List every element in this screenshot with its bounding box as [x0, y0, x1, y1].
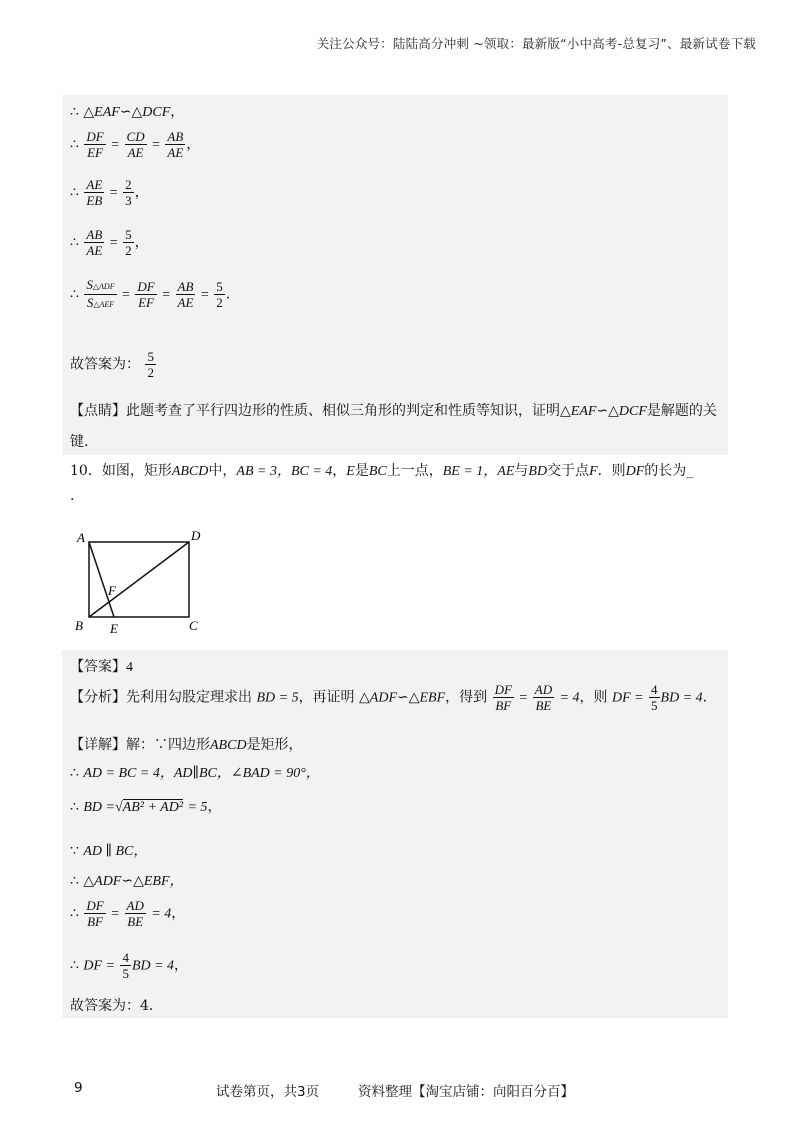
comment-text: 是解题的关 [646, 403, 717, 419]
comma: ， [170, 104, 185, 120]
denominator [84, 295, 116, 312]
fraction [84, 177, 104, 208]
denominator: 2 [125, 243, 132, 258]
because-sign: ∵ [70, 843, 79, 859]
text: 解：∵四边形 [126, 737, 210, 753]
numerator: AB [167, 129, 184, 144]
similar-expr: △EAF∽△DCF [83, 105, 171, 120]
page-count: 试卷第页，共3页 [216, 1084, 320, 1100]
solution-block [62, 650, 728, 1018]
equals: = [519, 690, 528, 706]
numerator: CD [126, 129, 145, 144]
sqrt-sign: √ [114, 800, 123, 815]
math: BE = 1，AE [442, 464, 515, 479]
numerator: AD [534, 682, 553, 697]
math: BD = 4 [131, 958, 175, 974]
comment-text: 此题考查了平行四边形的性质、相似三角形的判定和性质等知识，证明 [126, 403, 560, 419]
prev-line-4 [70, 227, 149, 258]
denominator: BF [87, 914, 103, 929]
denominator: 5 [651, 698, 658, 713]
final-answer: 故答案为：4. [70, 998, 154, 1014]
numerator: AD [126, 898, 144, 913]
math: △ADF∽△EBF [359, 690, 446, 706]
math: DF = [611, 690, 644, 706]
math: BD [528, 464, 548, 479]
fraction [135, 279, 156, 310]
comma: ， [207, 799, 222, 815]
numerator: AB [177, 279, 194, 294]
detail-step-1 [70, 762, 320, 782]
label-d: D [191, 528, 201, 543]
period: . [702, 689, 708, 706]
fraction [649, 682, 660, 713]
math: BD = [83, 800, 115, 815]
comma: ， [174, 957, 189, 974]
fraction [84, 227, 104, 258]
text: 是 [354, 463, 369, 479]
denominator: 5 [122, 966, 129, 981]
answer-label: 【答案】 [70, 659, 126, 675]
comment-line [70, 400, 717, 420]
question-10 [70, 460, 693, 480]
numerator: 5 [125, 227, 132, 242]
denominator: EF [87, 145, 103, 160]
denominator: 2 [216, 295, 223, 310]
denominator: EF [138, 295, 154, 310]
detail-line [70, 734, 303, 754]
analysis-label: 【分析】 [70, 689, 126, 706]
math: = 5 [187, 800, 208, 815]
answer-value: 4 [126, 660, 133, 675]
numerator: DF [494, 682, 512, 697]
equals: = [109, 185, 118, 201]
math: DF [625, 464, 645, 479]
fraction [120, 950, 131, 981]
analysis-line [70, 682, 707, 713]
question-10-cont: . [70, 488, 75, 504]
therefore-sign: ∴ [70, 873, 79, 889]
math: E [346, 464, 355, 479]
period: . [225, 286, 231, 303]
math: BD = 4 [660, 690, 703, 706]
numerator: DF [137, 279, 155, 294]
text: ，得到 [445, 689, 488, 706]
therefore-sign: ∴ [70, 957, 79, 974]
fraction [125, 129, 147, 160]
source-note: 资料整理【淘宝店铺：向阳百分百】 [358, 1084, 574, 1100]
math: AD ∥ BC， [83, 844, 148, 859]
therefore-sign: ∴ [70, 104, 79, 120]
math: AD = BC = 4，AD∥BC，∠BAD = 90°， [83, 766, 320, 781]
text: ，再证明 [298, 689, 355, 706]
segment-bd [89, 542, 189, 617]
fraction [214, 279, 225, 310]
text: ，则 [579, 689, 608, 706]
detail-step-3 [70, 840, 147, 860]
math: BC [368, 464, 387, 479]
numerator [84, 277, 116, 295]
text: 与 [514, 463, 529, 479]
math: △ADF∽△EBF， [83, 874, 184, 889]
label-e: E [110, 621, 118, 636]
math: DF = [83, 958, 115, 974]
denominator: BE [127, 914, 144, 929]
detail-step-6 [70, 950, 188, 981]
fraction [125, 898, 146, 929]
fraction [493, 682, 514, 713]
subscript: △AEF [93, 300, 115, 309]
prev-line-3 [70, 177, 149, 208]
numerator: DF [86, 898, 104, 913]
page-header: 关注公众号：陆陆高分冲刺 ~领取：最新版“小中高考-总复习”、最新试卷下载 [316, 36, 756, 51]
detail-label: 【详解】 [70, 737, 126, 753]
numerator: 5 [216, 279, 223, 294]
fraction [145, 349, 156, 380]
text: ．则 [597, 463, 626, 479]
denominator: AE [167, 145, 184, 160]
denominator: BE [535, 698, 552, 713]
segment-ae [89, 542, 114, 617]
text: 是矩形， [246, 737, 303, 753]
therefore-sign: ∴ [70, 136, 79, 153]
answer-label: 故答案为： [70, 356, 140, 373]
denominator: 2 [147, 365, 154, 380]
comma: ， [171, 905, 186, 922]
prev-line-2 [70, 129, 200, 160]
area-symbol: S [86, 277, 93, 292]
text: 的长为_ [644, 463, 694, 479]
detail-step-4 [70, 870, 184, 890]
fraction [165, 129, 185, 160]
similar-expr: △EAF∽△DCF [560, 404, 647, 419]
denominator: BF [495, 698, 512, 713]
denominator: AE [86, 243, 103, 258]
comma: ， [134, 184, 149, 201]
denominator: AE [177, 295, 194, 310]
math: ABCD [210, 738, 247, 753]
text: 先利用勾股定理求出 [126, 689, 252, 706]
equals: = [152, 137, 160, 153]
therefore-sign: ∴ [70, 234, 79, 251]
math: BD = 5 [256, 690, 299, 706]
comment-text: 键. [70, 434, 89, 450]
question-number: 10．如图，矩形 [70, 463, 172, 479]
math: = 4 [559, 690, 580, 706]
rectangle-figure [70, 522, 220, 642]
therefore-sign: ∴ [70, 184, 79, 201]
numerator: AE [86, 177, 103, 192]
fraction [84, 898, 105, 929]
detail-step-5 [70, 898, 185, 929]
subscript: △ADF [92, 282, 115, 291]
detail-step-2 [70, 796, 221, 816]
fraction [123, 177, 134, 208]
comma: ， [134, 234, 149, 251]
text: 中， [208, 463, 237, 479]
fraction [533, 682, 554, 713]
text: ， [332, 463, 347, 479]
equals: = [162, 287, 171, 303]
math: ABCD [171, 464, 209, 479]
text: 上一点， [386, 463, 443, 479]
numerator: DF [86, 129, 104, 144]
fraction [176, 279, 196, 310]
equals: = [200, 287, 209, 303]
label-a: A [77, 530, 85, 545]
denominator: 3 [125, 193, 132, 208]
answer-line [70, 656, 133, 676]
area-symbol: S [86, 295, 94, 310]
math: AB = 3，BC = 4 [236, 464, 333, 479]
denominator: EB [86, 193, 103, 208]
therefore-sign: ∴ [70, 905, 79, 922]
math: = 4 [151, 906, 172, 922]
fraction [84, 129, 105, 160]
prev-solution-block [62, 95, 728, 455]
page-number: 9 [74, 1080, 83, 1096]
comment-label: 【点睛】 [70, 403, 126, 419]
equals: = [109, 235, 118, 251]
numerator: AB [86, 227, 103, 242]
label-f: F [108, 583, 116, 598]
prev-line-5 [70, 277, 230, 312]
equals: = [122, 287, 130, 303]
numerator: 4 [651, 682, 658, 697]
therefore-sign: ∴ [70, 765, 79, 781]
area-ratio-fraction [84, 277, 116, 312]
numerator: 5 [147, 349, 154, 364]
math: F [589, 464, 598, 479]
therefore-sign: ∴ [70, 799, 79, 815]
therefore-sign: ∴ [70, 286, 79, 303]
numerator: 4 [122, 950, 129, 965]
comma: ， [186, 136, 201, 153]
comment-line-2 [70, 431, 88, 451]
equals: = [111, 137, 120, 153]
denominator: AE [127, 145, 144, 160]
prev-answer-line [70, 349, 157, 380]
fraction [123, 227, 134, 258]
radicand: AB² + AD² [122, 800, 184, 815]
numerator: 2 [125, 177, 132, 192]
text: 交于点 [547, 463, 590, 479]
prev-line-1 [70, 101, 184, 121]
label-c: C [189, 618, 198, 633]
label-b: B [75, 618, 83, 633]
equals: = [111, 906, 120, 922]
